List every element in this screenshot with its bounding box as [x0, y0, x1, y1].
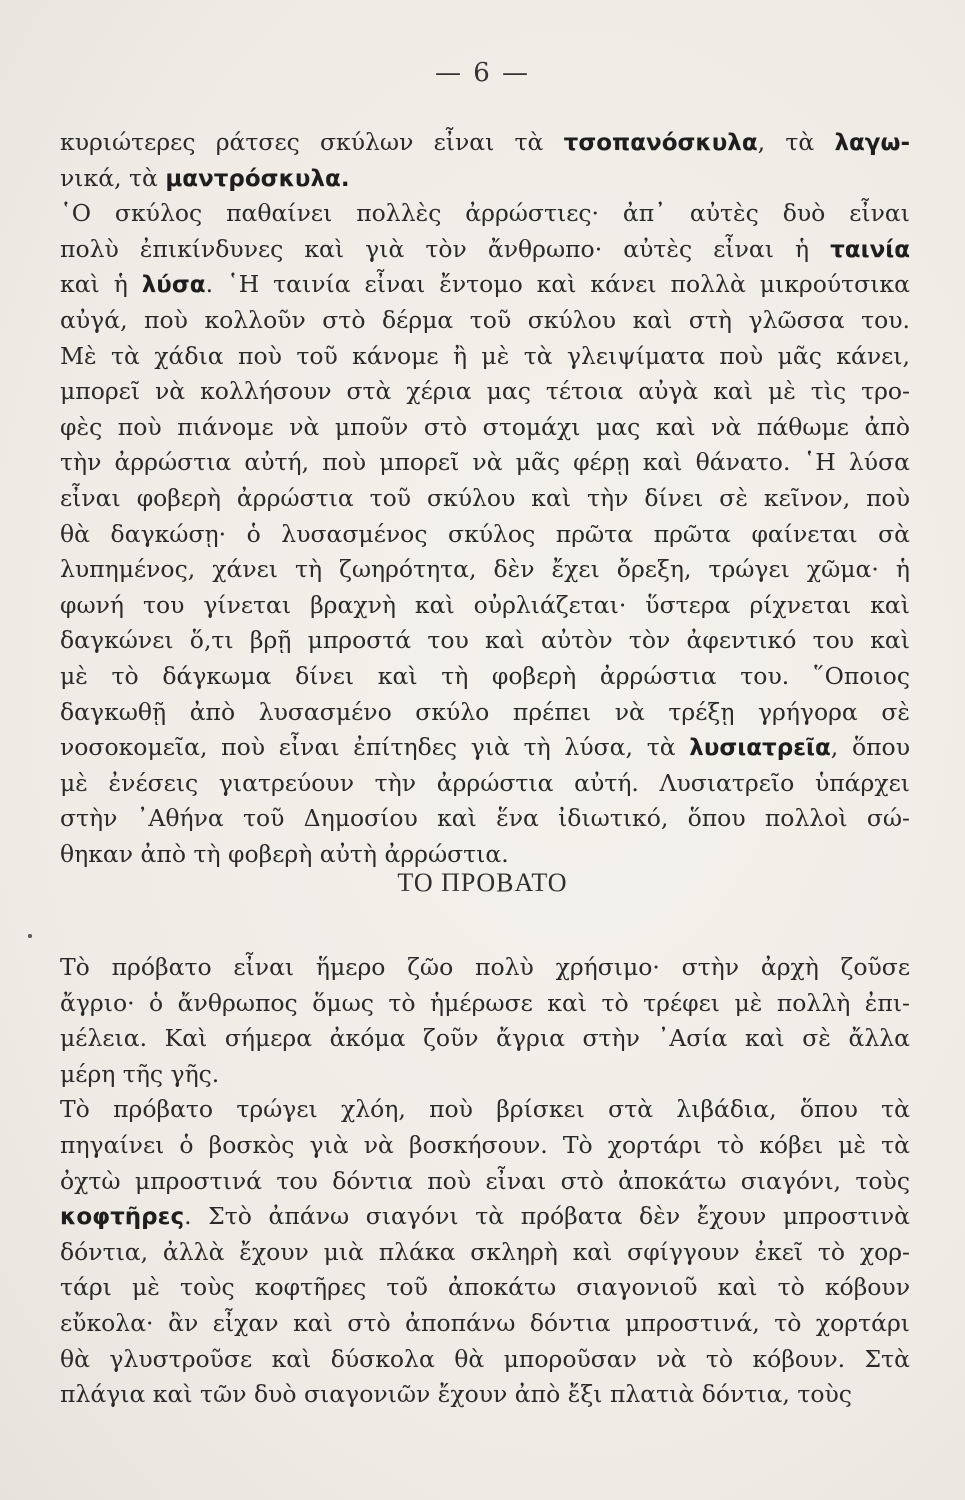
- text-line: [60, 1021, 910, 1057]
- bold-term: λαγω-: [834, 130, 910, 156]
- bold-term: λύσα: [141, 272, 206, 299]
- text-run: λυπημένος, χάνει τὴ ζωηρότητα, δὲν ἔχει ὄρεξη, τρώγει χῶμα· ἡ: [60, 555, 910, 584]
- text-run: εὔκολα· ἂν εἶχαν καὶ στὸ ἀποπάνω δόντια μπροστινά, τὸ χορτάρι: [60, 1308, 910, 1337]
- text-run: ἄγριο· ὁ ἄνθρωπος ὅμως τὸ ἡμέρωσε καὶ τὸ τρέφει μὲ πολλὴ ἐπι-: [60, 988, 910, 1017]
- text-run: μὲ τὸ δάγκωμα δίνει καὶ τὴ φοβερὴ ἀρρώστια του. ῞Οποιος: [60, 661, 910, 690]
- text-run: δαγκωθῇ ἀπὸ λυσασμένο σκύλο πρέπει νὰ τρέξῃ γρήγορα σὲ: [60, 697, 910, 726]
- text-line: [60, 801, 910, 837]
- text-run: θὰ δαγκώσῃ· ὁ λυσασμένος σκύλος πρῶτα πρῶτα φαίνεται σὰ: [60, 519, 910, 548]
- sheep-section-text: [60, 950, 910, 1413]
- text-line: [60, 1235, 910, 1271]
- text-run: ὀχτὼ μπροστινά του δόντια ποὺ εἶναι στὸ ἀποκάτω σιαγόνι, τοὺς: [60, 1166, 910, 1195]
- section-heading: ΤΟ ΠΡΟΒΑΤΟ: [397, 868, 568, 897]
- text-line: [60, 232, 910, 268]
- text-line: [60, 986, 910, 1022]
- text-run: θὰ γλυστροῦσε καὶ δύσκολα θὰ μποροῦσαν νὰ τὸ κόβουν. Στὰ: [60, 1344, 910, 1373]
- text-line: [60, 1164, 910, 1200]
- page-number: — 6 —: [434, 58, 531, 88]
- text-line: [60, 1128, 910, 1164]
- margin-mark: [28, 934, 32, 938]
- text-run: αὐγά, ποὺ κολλοῦν στὸ δέρμα τοῦ σκύλου καὶ στὴ γλῶσσα του.: [60, 305, 910, 334]
- text-run: τὴν ἀρρώστια αὐτή, ποὺ μπορεῖ νὰ μᾶς φέρῃ καὶ θάνατο. ῾Η λύσα: [60, 448, 910, 477]
- text-run: μπορεῖ νὰ κολλήσουν στὰ χέρια μας τέτοια αὐγὰ καὶ μὲ τὶς τρο-: [60, 377, 910, 406]
- text-line: [60, 445, 910, 481]
- text-run: κυριώτερες ράτσες σκύλων εἶναι τὰ: [60, 128, 564, 156]
- text-line: [60, 623, 910, 659]
- text-line: [60, 1342, 910, 1378]
- text-line: [60, 1199, 910, 1235]
- text-run: , τὰ: [757, 128, 835, 156]
- text-run: Τὸ πρόβατο τρώγει χλόη, ποὺ βρίσκει στὰ λιβάδια, ὅπου τὰ: [60, 1095, 910, 1124]
- text-run: Τὸ πρόβατο εἶναι ἥμερο ζῶο πολὺ χρήσιμο· στὴν ἀρχὴ ζοῦσε: [60, 953, 910, 981]
- text-run: μέρη τῆς γῆς.: [60, 1059, 220, 1088]
- text-line: [60, 481, 910, 517]
- text-run: τάρι μὲ τοὺς κοφτῆρες τοῦ ἀποκάτω σιαγονιοῦ καὶ τὸ κόβουν: [60, 1273, 910, 1302]
- text-run: . ῾Η ταινία εἶναι ἔντομο καὶ κάνει πολλὰ μικρούτσικα: [205, 270, 910, 299]
- text-run: φωνή του γίνεται βραχνὴ καὶ οὐρλιάζεται· ὕστερα ρίχνεται καὶ: [60, 590, 910, 619]
- text-line: [60, 766, 910, 802]
- bold-term: ταινία: [830, 236, 910, 263]
- text-line: [60, 588, 910, 624]
- text-run: φὲς ποὺ πιάνομε νὰ μποῦν στὸ στομάχι μας καὶ νὰ πάθωμε ἀπὸ: [60, 412, 910, 441]
- text-line: [60, 267, 910, 303]
- text-line: [60, 950, 910, 986]
- text-line: [60, 730, 910, 766]
- bold-term: κοφτῆρες: [60, 1204, 185, 1231]
- bold-term: μαντρόσκυλα.: [165, 165, 350, 192]
- text-line: [60, 1092, 910, 1128]
- text-line: [60, 125, 910, 161]
- text-run: θηκαν ἀπὸ τὴ φοβερὴ αὐτὴ ἀρρώστια.: [60, 839, 509, 868]
- text-run: εἶναι φοβερὴ ἀρρώστια τοῦ σκύλου καὶ τὴν δίνει σὲ κεῖνον, ποὺ: [60, 483, 910, 512]
- text-line: [60, 1377, 910, 1413]
- text-run: . Στὸ ἀπάνω σιαγόνι τὰ πρόβατα δὲν ἔχουν μπροστινὰ: [184, 1202, 910, 1231]
- text-line: [60, 374, 910, 410]
- text-run: δόντια, ἀλλὰ ἔχουν μιὰ πλάκα σκληρὴ καὶ σφίγγουν ἐκεῖ τὸ χορ-: [60, 1237, 910, 1266]
- dog-section-text: [60, 125, 910, 872]
- text-run: νικά: [60, 163, 115, 192]
- text-line: [60, 517, 910, 553]
- text-run: δαγκώνει ὅ,τι βρῇ μπροστά του καὶ αὐτὸν τὸν ἀφεντικό του καὶ: [60, 626, 910, 655]
- text-line: [60, 1306, 910, 1342]
- text-line: [60, 303, 910, 339]
- text-line: [60, 339, 910, 375]
- text-line: [60, 695, 910, 731]
- text-run: Μὲ τὰ χάδια ποὺ τοῦ κάνομε ἢ μὲ τὰ γλειψίματα ποὺ μᾶς κάνει,: [60, 341, 910, 370]
- text-run: ῾Ο σκύλος παθαίνει πολλὲς ἀρρώστιες· ἀπ᾽ αὐτὲς δυὸ εἶναι: [60, 199, 910, 228]
- text-run: πηγαίνει ὁ βοσκὸς γιὰ νὰ βοσκήσουν. Τὸ χορτάρι τὸ κόβει μὲ τὰ: [60, 1130, 910, 1159]
- text-line: [60, 410, 910, 446]
- text-line: [60, 1270, 910, 1306]
- text-run: νοσοκομεῖα, ποὺ εἶναι ἐπίτηδες γιὰ τὴ λύσα, τὰ: [60, 733, 690, 762]
- text-line: [60, 196, 910, 232]
- text-run: μὲ ἐνέσεις γιατρεύουν τὴν ἀρρώστια αὐτή. Λυσιατρεῖο ὑπάρχει: [60, 768, 910, 797]
- bold-term: λυσιατρεῖα: [689, 735, 831, 762]
- text-line: [60, 659, 910, 695]
- text-run: στὴν ᾿Αθήνα τοῦ Δημοσίου καὶ ἕνα ἰδιωτικό, ὅπου πολλοὶ σώ-: [60, 804, 910, 833]
- bold-term: τσοπανόσκυλα: [563, 130, 758, 156]
- text-run: καὶ ἡ: [60, 270, 142, 299]
- text-run: πολὺ ἐπικίνδυνες καὶ γιὰ τὸν ἄνθρωπο· αὐτὲς εἶναι ἡ: [60, 234, 831, 263]
- text-line: [60, 161, 910, 197]
- text-run: πλάγια καὶ τῶν δυὸ σιαγονιῶν ἔχουν ἀπὸ ἔξι πλατιὰ δόντια, τοὺς: [60, 1380, 852, 1409]
- text-run: , ὅπου: [830, 733, 910, 762]
- text-line: [60, 1057, 910, 1093]
- text-run: μέλεια. Καὶ σήμερα ἀκόμα ζοῦν ἄγρια στὴν ᾿Ασία καὶ σὲ ἄλλα: [60, 1024, 910, 1053]
- text-run: , τὰ: [114, 163, 166, 192]
- text-line: [60, 552, 910, 588]
